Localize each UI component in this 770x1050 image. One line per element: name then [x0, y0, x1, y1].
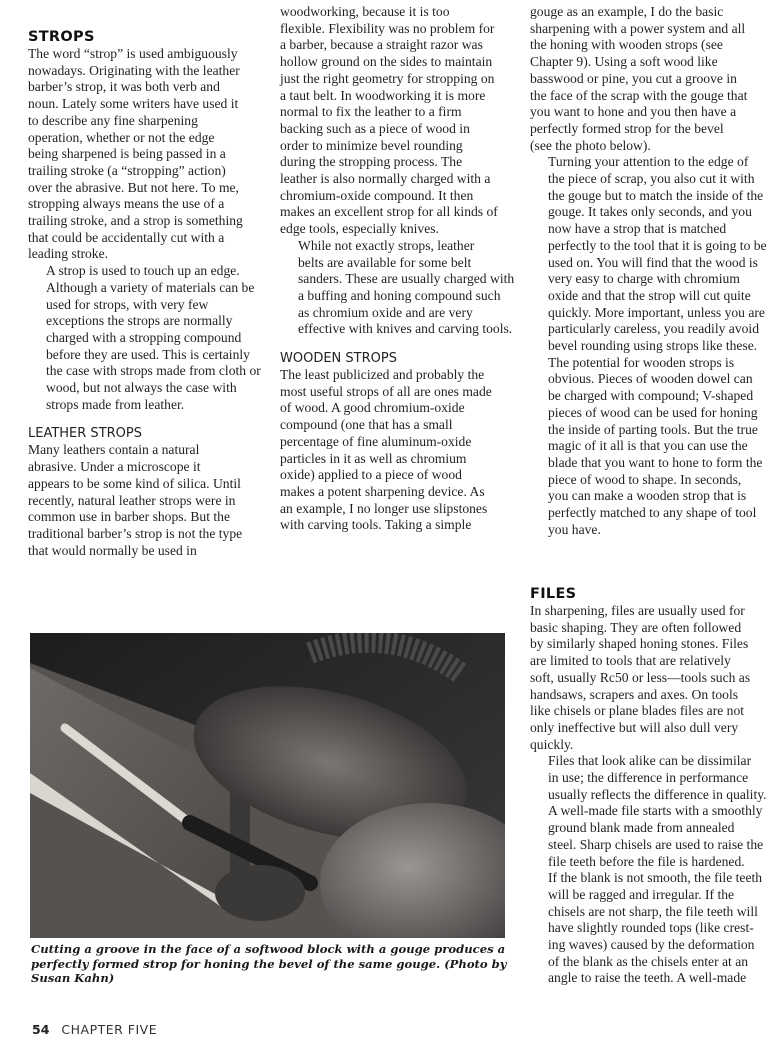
text-line: you want to hone and you then have a — [530, 104, 737, 120]
text-line: over the abrasive. But not here. To me, — [28, 179, 239, 195]
text-line: obvious. Pieces of wooden dowel can — [548, 371, 753, 387]
text-line: you can make a wooden strop that is — [548, 488, 747, 504]
photo-illustration — [30, 633, 505, 938]
text-line: magic of it all is that you can use the — [548, 438, 748, 454]
text-line: by similarly shaped honing stones. Files — [530, 636, 749, 652]
text-line: A well-made file starts with a smoothly — [548, 803, 763, 819]
text-line: backing such as a piece of wood in — [280, 120, 470, 136]
subheading-leather-strops: LEATHER STROPS — [28, 426, 142, 442]
heading-files: FILES — [530, 586, 577, 602]
text-line: trailing stroke (a “stropping” action) — [28, 162, 226, 178]
paragraph — [530, 753, 766, 987]
text-line: the face of the scrap with the gouge that — [530, 87, 748, 103]
text-line: now have a strop that is matched — [548, 221, 727, 237]
text-line: have slightly rounded tops (like crest- — [548, 920, 754, 936]
text-line: Cutting a groove in the face of a softwood block with a gouge produces a — [31, 942, 506, 956]
chapter-label: CHAPTER FIVE — [61, 1022, 158, 1037]
column-3-files — [530, 585, 766, 987]
text-line: barber’s strop, it was both verb and — [28, 79, 220, 95]
column-3 — [530, 4, 766, 539]
text-line: as chromium oxide and are very — [298, 304, 473, 320]
subheading-wooden-strops: WOODEN STROPS — [280, 351, 397, 367]
text-line: A strop is used to touch up an edge. — [46, 263, 240, 279]
text-line: leading stroke. — [28, 246, 109, 262]
text-line: with carving tools. Taking a simple — [280, 517, 472, 533]
paragraph — [530, 154, 766, 354]
text-line: wood, but not always the case with — [46, 380, 237, 396]
text-line: Although a variety of materials can be — [46, 279, 255, 295]
text-line: basic shaping. They are often followed — [530, 619, 742, 635]
text-line: While not exactly strops, leather — [298, 237, 475, 253]
text-line: the piece of scrap, you also cut it with — [548, 171, 755, 187]
text-line: a taut belt. In woodworking it is more — [280, 87, 486, 103]
text-line: you have. — [548, 521, 601, 537]
text-line: belts are available for some belt — [298, 254, 472, 270]
text-line: during the stropping process. The — [280, 154, 463, 170]
text-line: to describe any fine sharpening — [28, 112, 198, 128]
text-line: of the blank as the chisels enter at an — [548, 953, 749, 969]
paragraph — [280, 367, 516, 534]
text-line: percentage of fine aluminum-oxide — [280, 433, 472, 449]
paragraph — [280, 238, 516, 338]
photo-caption — [31, 942, 511, 986]
text-line: Files that look alike can be dissimilar — [548, 753, 752, 769]
text-line: stropping always means the use of a — [28, 196, 225, 212]
text-line: quickly. More important, unless you are — [548, 304, 765, 320]
text-line: nowadays. Originating with the leather — [28, 62, 240, 78]
heading-strops: STROPS — [28, 29, 95, 45]
text-line: hollow ground on the sides to maintain — [280, 54, 493, 70]
text-line: that would normally be used in — [28, 542, 197, 558]
photo-gouge-cutting-groove — [30, 633, 505, 938]
text-line: common use in barber shops. But the — [28, 509, 230, 525]
text-line: blade that you want to hone to form the — [548, 454, 763, 470]
text-line: handsaws, scrapers and axes. On tools — [530, 686, 739, 702]
text-line: bevel rounding using strops like these. — [548, 338, 758, 354]
text-line: be charged with compound; V-shaped — [548, 388, 754, 404]
paragraph — [530, 603, 766, 753]
text-line: The least publicized and probably the — [280, 367, 485, 383]
text-line: sanders. These are usually charged with — [298, 271, 515, 287]
text-line: oxide and that the strop will cut quite — [548, 287, 751, 303]
text-line: just the right geometry for stropping on — [280, 70, 495, 86]
paragraph — [280, 4, 516, 238]
paragraph — [530, 4, 766, 154]
text-line: recently, natural leather strops were in — [28, 492, 236, 508]
text-line: flexible. Flexibility was no problem for — [280, 20, 495, 36]
text-line: gouge as an example, I do the basic — [530, 4, 724, 19]
text-line: an example, I no longer use slipstones — [280, 500, 488, 516]
paragraph — [530, 355, 766, 539]
text-line: ground blank made from annealed — [548, 820, 735, 836]
text-line: perfectly formed strop for the bevel — [530, 120, 724, 136]
text-line: If the blank is not smooth, the file teeth — [548, 870, 763, 886]
text-line: that could be accidentally cut with a — [28, 229, 225, 245]
text-line: appears to be some kind of silica. Until — [28, 475, 241, 491]
text-line: a buffing and honing compound such — [298, 287, 501, 303]
text-line: normal to fix the leather to a firm — [280, 104, 462, 120]
text-line: order to minimize bevel rounding — [280, 137, 463, 153]
text-line: traditional barber’s strop is not the type — [28, 525, 243, 541]
text-line: charged with a stropping compound — [46, 329, 242, 345]
text-line: gouge. It takes only seconds, and you — [548, 204, 752, 220]
text-line: sharpening with a power system and all — [530, 20, 746, 36]
text-line: leather is also normally charged with a — [280, 171, 491, 187]
paragraph — [28, 46, 268, 263]
text-line: file teeth before the file is hardened. — [548, 853, 745, 869]
text-line: The word “strop” is used ambiguously — [28, 46, 238, 61]
text-line: will be ragged and irregular. If the — [548, 886, 735, 902]
text-line: quickly. — [530, 736, 574, 752]
text-line: particularly careless, you readily avoid — [548, 321, 759, 337]
text-line: only ineffective but will also dull very — [530, 719, 739, 735]
text-line: abrasive. Under a microscope it — [28, 459, 201, 475]
text-line: used on. You will find that the wood is — [548, 254, 758, 270]
text-line: edge tools, especially knives. — [280, 221, 439, 237]
text-line: Many leathers contain a natural — [28, 442, 200, 458]
text-line: most useful strops of all are ones made — [280, 383, 492, 399]
text-line: In sharpening, files are usually used for — [530, 603, 745, 618]
text-line: perfectly matched to any shape of tool — [548, 505, 757, 521]
text-line: perfectly formed strop for honing the bevel of the same gouge. (Photo by — [31, 956, 507, 971]
text-line: angle to raise the teeth. A well-made — [548, 970, 747, 986]
text-line: makes a potent sharpening device. As — [280, 483, 485, 499]
text-line: steel. Sharp chisels are used to raise the — [548, 836, 764, 852]
text-line: like chisels or plane blades files are not — [530, 703, 745, 719]
text-line: pieces of wood can be used for honing — [548, 404, 758, 420]
text-line: noun. Lately some writers have used it — [28, 96, 239, 112]
text-line: The potential for wooden strops is — [548, 354, 735, 370]
text-line: perfectly to the tool that it is going to be — [548, 237, 767, 253]
text-line: compound (one that has a small — [280, 417, 453, 433]
text-line: basswood or pine, you cut a groove in — [530, 70, 737, 86]
text-line: a barber, because a straight razor was — [280, 37, 483, 53]
text-line: strops made from leather. — [46, 396, 185, 412]
text-line: exceptions the strops are normally — [46, 313, 233, 329]
text-line: in use; the difference in performance — [548, 770, 749, 786]
text-line: ing waves) caused by the deformation — [548, 937, 755, 953]
text-line: soft, usually Rc50 or less—tools such as — [530, 669, 751, 685]
text-line: usually reflects the difference in quality. — [548, 786, 767, 802]
paragraph — [28, 442, 268, 559]
text-line: very easy to charge with chromium — [548, 271, 740, 287]
text-line: chromium-oxide compound. It then — [280, 187, 474, 203]
text-line: Chapter 9). Using a soft wood like — [530, 54, 718, 70]
column-2 — [280, 4, 516, 534]
text-line: particles in it as well as chromium — [280, 450, 467, 466]
text-line: oxide) applied to a piece of wood — [280, 467, 462, 483]
text-line: used for strops, with very few — [46, 296, 209, 312]
text-line: the inside of parting tools. But the true — [548, 421, 758, 437]
text-line: (see the photo below). — [530, 137, 651, 153]
text-line: being sharpened is being passed in a — [28, 146, 226, 162]
text-line: piece of wood to shape. In seconds, — [548, 471, 742, 487]
text-line: effective with knives and carving tools. — [298, 321, 513, 337]
text-line: the case with strops made from cloth or — [46, 363, 261, 379]
text-line: trailing stroke, and a strop is something — [28, 213, 243, 229]
text-line: the honing with wooden strops (see — [530, 37, 723, 53]
text-line: Susan Kahn) — [31, 971, 115, 986]
paragraph — [28, 263, 268, 413]
page-footer — [32, 1022, 157, 1037]
page-number: 54 — [32, 1022, 50, 1037]
text-line: woodworking, because it is too — [280, 4, 450, 19]
text-line: before they are used. This is certainly — [46, 346, 250, 362]
text-line: operation, whether or not the edge — [28, 129, 215, 145]
text-line: of wood. A good chromium-oxide — [280, 400, 465, 416]
text-line: are limited to tools that are relatively — [530, 653, 731, 669]
text-line: the gouge but to match the inside of the — [548, 187, 764, 203]
text-line: Turning your attention to the edge of — [548, 154, 749, 170]
text-line: chisels are not sharp, the file teeth will — [548, 903, 758, 919]
text-line: makes an excellent strop for all kinds of — [280, 204, 498, 220]
column-1 — [28, 28, 268, 559]
